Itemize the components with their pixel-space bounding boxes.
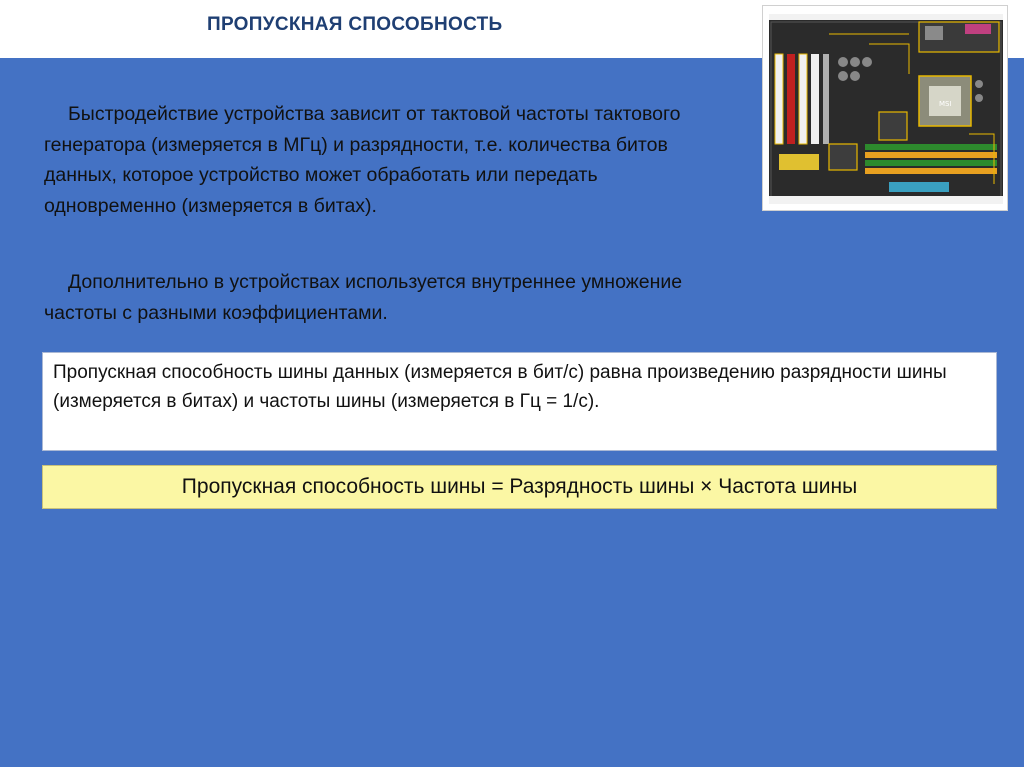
paragraph-performance-text: Быстродействие устройства зависит от тактовой частоты тактового генератора (измеряется в МГц) и разрядности, т.е. количества битов данных, которое устройство может обработать или передать одновременно (измеряется в битах). [44,103,681,217]
paragraph-multiplier-text: Дополнительно в устройствах используется внутреннее умножение частоты с разными коэффициентами. [44,271,683,324]
paragraph-multiplier [44,267,724,328]
brand-label: MSI [939,100,952,108]
paragraph-performance [44,99,724,221]
formula-box [42,465,997,509]
slide-title: ПРОПУСКНАЯ СПОСОБНОСТЬ [207,14,503,35]
definition-box [42,352,997,451]
definition-text: Пропускная способность шины данных (измеряется в бит/с) равна произведению разрядности шины (измеряется в битах) и частоты шины (измеряется в Гц = 1/с). [53,362,947,412]
formula-text: Пропускная способность шины = Разрядность шины × Частота шины [181,475,858,498]
motherboard-photo [769,14,1003,204]
motherboard-image [762,5,1008,211]
